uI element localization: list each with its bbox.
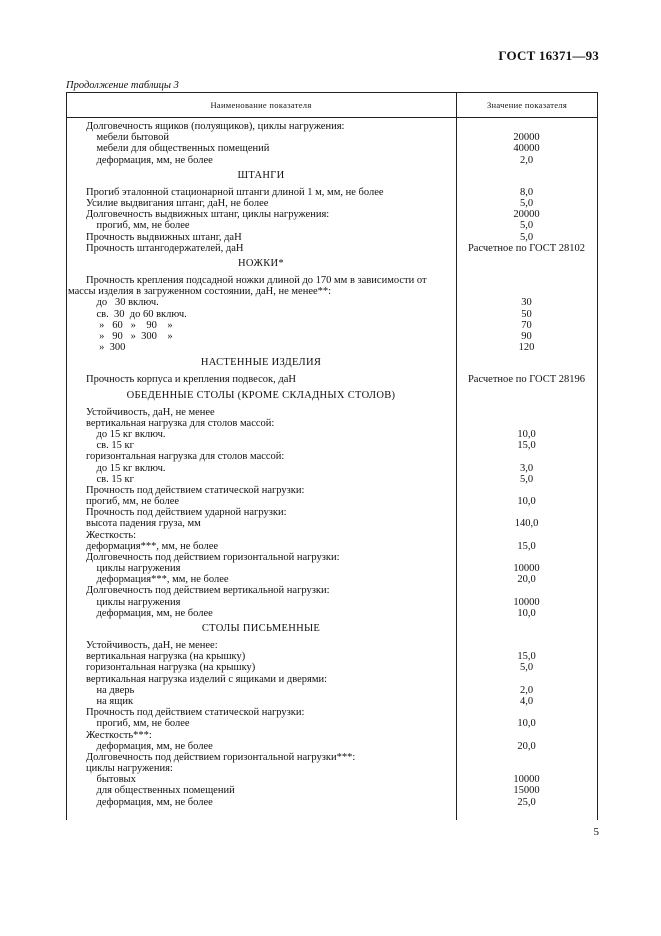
indicator-name: деформация, мм, не более <box>86 154 213 166</box>
indicator-name: деформация***, мм, не более <box>86 574 229 586</box>
indicator-name: для общественных помещений <box>86 785 235 797</box>
indicator-name: циклы нагружения <box>86 563 181 575</box>
indicator-name: » 60 » 90 » <box>86 319 173 331</box>
table-row <box>66 298 598 309</box>
table-row <box>66 144 598 155</box>
table-row <box>66 609 598 620</box>
table-row <box>66 719 598 730</box>
indicator-value: 20000 <box>513 132 540 144</box>
table-border-top <box>66 92 598 93</box>
section-heading: СТОЛЫ ПИСЬМЕННЫЕ <box>201 622 321 634</box>
indicator-name: горизонтальная нагрузка (на крышку) <box>86 662 256 674</box>
indicator-value: 10,0 <box>517 718 536 730</box>
indicator-name: циклы нагружения <box>86 596 181 608</box>
section-heading-row <box>66 391 598 402</box>
indicator-value: Расчетное по ГОСТ 28196 <box>467 374 586 386</box>
indicator-name: Прочность выдвижных штанг, даН <box>86 231 242 243</box>
table-row <box>66 798 598 809</box>
indicator-name: вертикальная нагрузка изделий с ящиками и дверями: <box>86 673 328 685</box>
table-row <box>66 464 598 475</box>
table-row <box>66 221 598 232</box>
indicator-name: Прочность под действием статической нагрузки: <box>86 707 305 719</box>
indicator-value: 15,0 <box>517 440 536 452</box>
indicator-name: Прочность крепления подсадной ножки длиной до 170 мм в зависимости от <box>86 275 427 287</box>
indicator-value: Расчетное по ГОСТ 28102 <box>467 242 586 254</box>
indicator-value: 5,0 <box>519 662 534 674</box>
indicator-value: 15,0 <box>517 651 536 663</box>
section-heading-row <box>66 624 598 635</box>
indicator-name: массы изделия в загруженном состоянии, даН, не менее**: <box>68 286 332 298</box>
section-heading: НАСТЕННЫЕ ИЗДЕЛИЯ <box>200 357 322 369</box>
indicator-value: 90 <box>521 330 532 342</box>
table-row <box>66 531 598 542</box>
indicator-value: 5,0 <box>519 473 534 485</box>
indicator-name: бытовых <box>86 774 136 786</box>
table-row <box>66 598 598 609</box>
indicator-value: 15,0 <box>517 540 536 552</box>
indicator-name: вертикальная нагрузка для столов массой: <box>86 417 275 429</box>
table-header-divider <box>66 117 598 118</box>
table-continuation-caption: Продолжение таблицы 3 <box>66 80 179 91</box>
indicator-value: 40000 <box>513 143 540 155</box>
indicator-name: Прочность штангодержателей, даН <box>86 242 244 254</box>
table-row <box>66 156 598 167</box>
column-header-name: Наименование показателя <box>210 100 312 110</box>
indicator-name: Долговечность под действием горизонтальной нагрузки***: <box>86 751 356 763</box>
table-row <box>66 519 598 530</box>
indicator-name: прогиб, мм, не более <box>86 718 190 730</box>
indicator-name: горизонтальная нагрузка для столов массой: <box>86 451 285 463</box>
indicator-name: Долговечность под действием горизонтальной нагрузки: <box>86 551 340 563</box>
indicator-name: » 300 <box>86 342 126 354</box>
table-row <box>66 731 598 742</box>
table-row <box>66 233 598 244</box>
indicator-value: 2,0 <box>519 154 534 166</box>
section-heading-row <box>66 259 598 270</box>
indicator-name: св. 15 кг <box>86 440 134 452</box>
indicator-name: Прогиб эталонной стационарной штанги длиной 1 м, мм, не более <box>86 186 384 198</box>
indicators-table <box>66 92 598 820</box>
table-row <box>66 452 598 463</box>
column-header-value: Значение показателя <box>486 100 568 110</box>
indicator-name: Усилие выдвигания штанг, даН, не более <box>86 198 269 210</box>
indicator-value: 25,0 <box>517 796 536 808</box>
section-heading: НОЖКИ* <box>238 257 284 269</box>
indicator-name: до 15 кг включ. <box>86 429 166 441</box>
table-row <box>66 675 598 686</box>
indicator-name: мебели бытовой <box>86 132 170 144</box>
section-heading: ОБЕДЕННЫЕ СТОЛЫ (КРОМЕ СКЛАДНЫХ СТОЛОВ) <box>126 389 396 401</box>
indicator-name: высота падения груза, мм <box>86 518 201 530</box>
indicator-value: 20,0 <box>517 740 536 752</box>
table-row <box>66 663 598 674</box>
indicator-name: на дверь <box>86 684 135 696</box>
indicator-value: 8,0 <box>519 186 534 198</box>
indicator-name: деформация, мм, не более <box>86 796 213 808</box>
table-row <box>66 686 598 697</box>
section-heading-row <box>66 171 598 182</box>
table-row <box>66 343 598 354</box>
indicator-name: Прочность корпуса и крепления подвесок, даН <box>86 374 296 386</box>
indicator-value: 3,0 <box>519 462 534 474</box>
indicator-value: 10,0 <box>517 429 536 441</box>
indicator-name: Прочность под действием статической нагрузки: <box>86 484 305 496</box>
indicator-name: мебели для общественных помещений <box>86 143 270 155</box>
indicator-name: Долговечность выдвижных штанг, циклы нагружения: <box>86 209 330 221</box>
indicator-name: Жесткость***: <box>86 729 152 741</box>
indicator-name: до 30 включ. <box>86 297 159 309</box>
indicator-name: Жесткость: <box>86 529 137 541</box>
indicator-name: вертикальная нагрузка (на крышку) <box>86 651 246 663</box>
table-row <box>66 375 598 386</box>
indicator-name: деформация, мм, не более <box>86 607 213 619</box>
indicator-name: св. 30 до 60 включ. <box>86 308 187 320</box>
table-row <box>66 742 598 753</box>
indicator-name: циклы нагружения: <box>86 763 173 774</box>
table-row <box>66 244 598 255</box>
indicator-value: 70 <box>521 319 532 331</box>
indicator-value: 10,0 <box>517 496 536 508</box>
indicator-name: Долговечность ящиков (полуящиков), циклы нагружения: <box>86 121 345 132</box>
indicator-name: Прочность под действием ударной нагрузки: <box>86 507 287 519</box>
indicator-name: деформация***, мм, не более <box>86 540 219 552</box>
page-number: 5 <box>593 826 599 838</box>
section-heading-row <box>66 358 598 369</box>
indicator-name: св. 15 кг <box>86 473 134 485</box>
indicator-value: 140,0 <box>514 518 539 530</box>
indicator-value: 20000 <box>513 209 540 221</box>
table-row <box>66 310 598 321</box>
indicator-name: » 90 » 300 » <box>86 330 173 342</box>
indicator-value: 5,0 <box>519 231 534 243</box>
indicator-name: прогиб, мм, не более <box>86 220 190 232</box>
indicator-value: 10000 <box>513 596 540 608</box>
indicator-value: 10000 <box>513 563 540 575</box>
indicator-name: прогиб, мм, не более <box>86 496 180 508</box>
indicator-name: до 15 кг включ. <box>86 462 166 474</box>
indicator-value: 5,0 <box>519 220 534 232</box>
indicator-value: 15000 <box>513 785 540 797</box>
indicator-value: 10,0 <box>517 607 536 619</box>
table-row <box>66 586 598 597</box>
indicator-value: 2,0 <box>519 684 534 696</box>
indicator-value: 50 <box>521 308 532 320</box>
indicator-value: 20,0 <box>517 574 536 586</box>
indicator-name: Устойчивость, даН, не менее <box>86 406 215 418</box>
table-row <box>66 786 598 797</box>
indicator-value: 120 <box>518 342 535 354</box>
indicator-name: Долговечность под действием вертикальной нагрузки: <box>86 585 330 597</box>
indicator-value: 10000 <box>513 774 540 786</box>
indicator-value: 30 <box>521 297 532 309</box>
indicator-name: Устойчивость, даН, не менее: <box>86 640 218 652</box>
section-heading: ШТАНГИ <box>237 169 285 181</box>
document-header-standard: ГОСТ 16371—93 <box>498 48 599 63</box>
indicator-name: деформация, мм, не более <box>86 740 213 752</box>
indicator-name: на ящик <box>86 695 134 707</box>
indicator-value: 5,0 <box>519 198 534 210</box>
indicator-value: 4,0 <box>519 695 534 707</box>
